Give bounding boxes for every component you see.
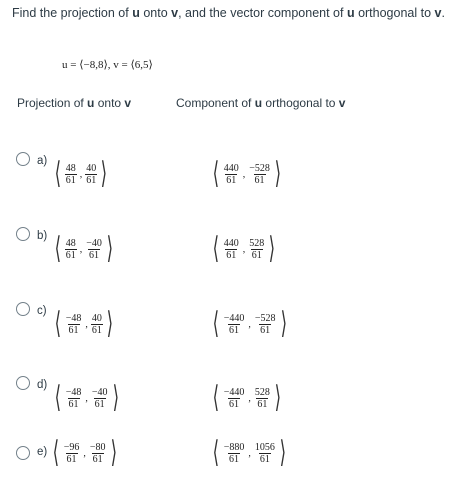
comma: , (248, 447, 251, 459)
numerator: 40 (86, 162, 97, 174)
numerator: −96 (63, 441, 80, 453)
question-part: orthogonal to (354, 6, 435, 20)
question-part: . (441, 6, 445, 20)
fraction (91, 387, 109, 410)
orthogonal-header (176, 96, 345, 110)
left-angle-bracket: ⟨ (54, 381, 62, 414)
option-label: b) (37, 230, 48, 242)
numerator: 48 (65, 237, 76, 249)
question-bold-v: v (434, 6, 442, 20)
numerator: −40 (91, 386, 108, 398)
numerator: 440 (223, 237, 239, 249)
left-angle-bracket: ⟨ (212, 157, 220, 190)
numerator: −528 (254, 312, 276, 324)
fraction (248, 163, 271, 186)
comma: , (242, 243, 246, 255)
numerator: 48 (65, 162, 76, 174)
left-angle-bracket: ⟨ (212, 436, 220, 469)
comma: , (248, 392, 251, 404)
denominator: 61 (229, 324, 240, 336)
header-bold-u: u (87, 96, 95, 110)
numerator: −80 (89, 441, 106, 453)
option-label: d) (37, 379, 48, 391)
fraction (65, 163, 77, 186)
left-angle-bracket: ⟨ (212, 381, 220, 414)
denominator: 61 (254, 174, 265, 186)
denominator: 61 (229, 453, 240, 465)
left-angle-bracket: ⟨ (54, 232, 62, 265)
denominator: 61 (86, 174, 97, 186)
radio-option-a[interactable] (16, 152, 30, 166)
numerator: 1056 (254, 441, 275, 453)
comma: , (83, 447, 86, 459)
radio-option-b[interactable] (16, 227, 30, 241)
projection-vector (52, 383, 121, 413)
left-angle-bracket: ⟨ (212, 307, 220, 340)
question-part: Find the projection of (12, 6, 133, 20)
option-label: e) (37, 446, 48, 458)
denominator: 61 (259, 453, 270, 465)
header-part: Component of (176, 96, 255, 110)
left-angle-bracket: ⟨ (54, 307, 62, 340)
numerator: −40 (86, 237, 102, 249)
numerator: 528 (249, 237, 265, 249)
orthogonal-vector (210, 309, 289, 339)
comma: , (248, 318, 251, 330)
fraction (65, 238, 77, 261)
projection-header (17, 96, 131, 110)
fraction (223, 313, 246, 336)
denominator: 61 (68, 324, 79, 336)
header-part: onto (94, 96, 125, 110)
question-text (12, 6, 445, 20)
denominator: 61 (65, 174, 76, 186)
left-angle-bracket: ⟨ (212, 232, 220, 265)
right-angle-bracket: ⟩ (280, 307, 287, 340)
comma: , (85, 392, 88, 404)
projection-vector (52, 159, 110, 189)
denominator: 61 (65, 249, 76, 261)
numerator: −48 (65, 312, 82, 324)
orthogonal-vector (210, 438, 289, 468)
question-part: onto (139, 6, 172, 20)
fraction (254, 442, 276, 465)
right-angle-bracket: ⟩ (106, 307, 113, 340)
left-angle-bracket: ⟨ (54, 157, 62, 190)
denominator: 61 (229, 398, 240, 410)
comma: , (79, 243, 83, 255)
right-angle-bracket: ⟩ (106, 232, 113, 265)
fraction (254, 387, 271, 410)
fraction (91, 313, 103, 336)
denominator: 61 (66, 453, 77, 465)
denominator: 61 (89, 249, 100, 261)
given-vectors: u = ⟨−8,8⟩, v = ⟨6,5⟩ (62, 59, 153, 71)
header-part: orthogonal to (262, 96, 339, 110)
header-part: Projection of (17, 96, 88, 110)
fraction (223, 238, 240, 261)
fraction (223, 163, 240, 186)
left-angle-bracket: ⟨ (52, 436, 60, 469)
right-angle-bracket: ⟩ (274, 157, 281, 190)
comma: , (242, 168, 246, 180)
option-label: c) (37, 305, 47, 317)
fraction (254, 313, 277, 336)
fraction (85, 163, 97, 186)
denominator: 61 (226, 174, 237, 186)
denominator: 61 (226, 249, 237, 261)
numerator: −880 (223, 441, 245, 453)
fraction (223, 387, 246, 410)
fraction (223, 442, 246, 465)
header-bold-v: v (338, 96, 346, 110)
header-bold-v: v (124, 96, 132, 110)
numerator: 440 (223, 162, 239, 174)
denominator: 61 (92, 453, 103, 465)
denominator: 61 (251, 249, 262, 261)
denominator: 61 (91, 324, 102, 336)
header-bold-u: u (254, 96, 263, 110)
option-label: a) (37, 155, 48, 167)
right-angle-bracket: ⟩ (279, 436, 286, 469)
numerator: 528 (254, 386, 270, 398)
radio-option-d[interactable] (16, 376, 30, 390)
comma: , (79, 168, 83, 180)
fraction (63, 442, 81, 465)
comma: , (85, 318, 88, 330)
numerator: −48 (65, 386, 82, 398)
radio-option-e[interactable] (16, 446, 30, 460)
fraction (65, 313, 83, 336)
projection-vector (52, 234, 116, 264)
right-angle-bracket: ⟩ (268, 232, 276, 265)
fraction (85, 238, 103, 261)
numerator: −528 (249, 162, 270, 174)
question-bold-v: v (171, 6, 179, 20)
denominator: 61 (257, 398, 268, 410)
right-angle-bracket: ⟩ (112, 381, 119, 414)
question-part: , and the vector component of (178, 6, 347, 20)
question-bold-u: u (132, 6, 140, 20)
fraction (65, 387, 83, 410)
fraction (89, 442, 107, 465)
projection-vector (50, 438, 119, 468)
orthogonal-vector (210, 234, 278, 264)
denominator: 61 (68, 398, 79, 410)
projection-vector (52, 309, 116, 339)
radio-option-c[interactable] (16, 302, 30, 316)
numerator: 40 (91, 312, 102, 324)
question-bold-u: u (346, 6, 355, 20)
orthogonal-vector (210, 383, 284, 413)
right-angle-bracket: ⟩ (274, 381, 281, 414)
denominator: 61 (94, 398, 105, 410)
denominator: 61 (260, 324, 271, 336)
fraction (248, 238, 265, 261)
right-angle-bracket: ⟩ (110, 436, 117, 469)
numerator: −440 (223, 386, 245, 398)
numerator: −440 (223, 312, 245, 324)
orthogonal-vector (210, 159, 284, 189)
right-angle-bracket: ⟩ (100, 157, 108, 190)
